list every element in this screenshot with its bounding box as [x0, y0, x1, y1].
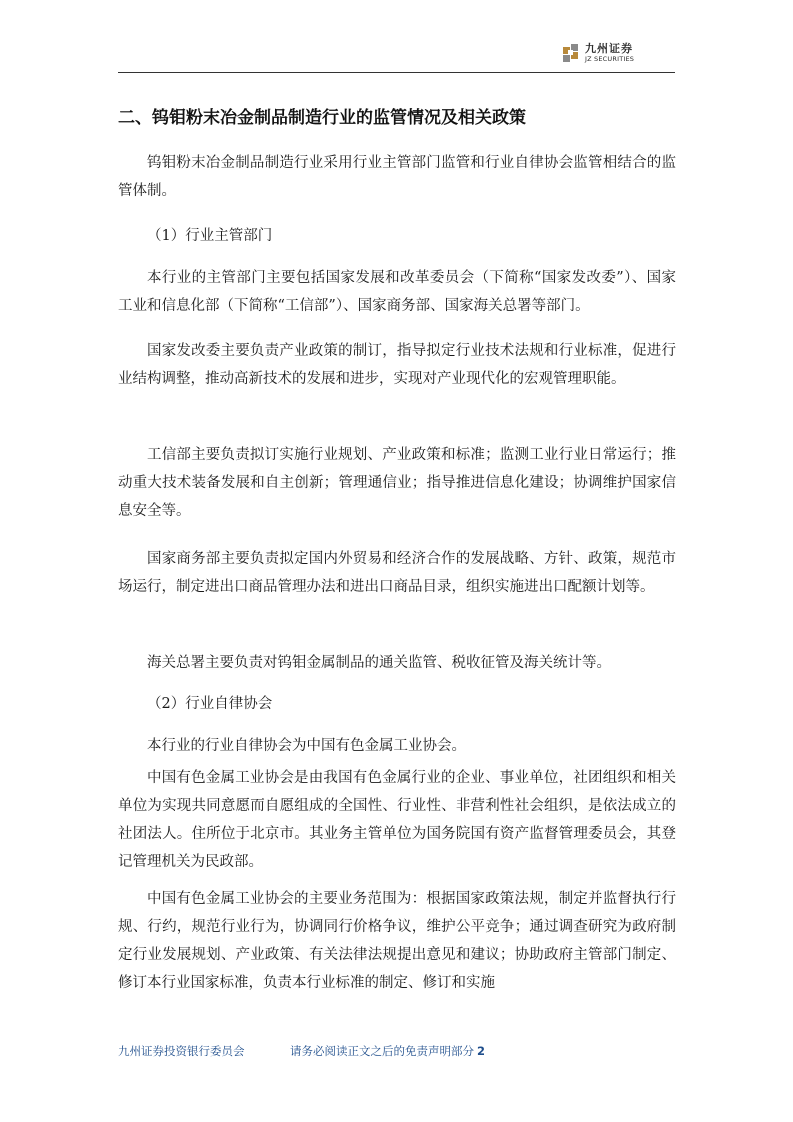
paragraph-cnia: 中国有色金属工业协会是由我国有色金属行业的企业、事业单位，社团组织和相关单位为实现共同意愿而自愿组成的全国性、行业性、非营利性社会组织，是依法成立的社团法人。住所位于北京市。其业务主管单位为国务院国有资产监督管理委员会，其登记管理机关为民政部。 — [118, 770, 676, 870]
section-title: 二、钨钼粉末冶金制品制造行业的监管情况及相关政策 — [118, 108, 526, 128]
paragraph-association: 本行业的行业自律协会为中国有色金属工业协会。 — [147, 738, 466, 754]
subheading-association: （2）行业自律协会 — [147, 696, 273, 712]
header-divider — [118, 72, 675, 73]
paragraph-mofcom: 国家商务部主要负责拟定国内外贸易和经济合作的发展战略、方针、政策，规范市场运行，制定进出口商品管理办法和进出口商品目录，组织实施进出口配额计划等。 — [118, 551, 676, 595]
logo-icon — [563, 44, 579, 62]
company-logo — [563, 40, 663, 66]
subheading-authority: （1）行业主管部门 — [147, 228, 273, 244]
logo-en-text: JZ SECURITIES — [585, 55, 635, 64]
footer-committee: 九州证券投资银行委员会 — [118, 1044, 245, 1058]
paragraph-ndrc: 国家发改委主要负责产业政策的制订，指导拟定行业技术法规和行业标准，促进行业结构调整，推动高新技术的发展和进步，实现对产业现代化的宏观管理职能。 — [118, 343, 676, 387]
footer-disclaimer — [290, 1043, 485, 1059]
paragraph-customs: 海关总署主要负责对钨钼金属制品的通关监管、税收征管及海关统计等。 — [147, 655, 611, 671]
paragraph-cnia-scope: 中国有色金属工业协会的主要业务范围为：根据国家政策法规，制定并监督执行行规、行约，规范行业行为，协调同行价格争议，维护公平竞争；通过调查研究为政府制定行业发展规划、产业政策、有关法律法规提出意见和建议；协助政府主管部门制定、修订本行业国家标准，负责本行业标准的制定、修订和实施 — [118, 891, 676, 991]
paragraph-intro: 钨钼粉末冶金制品制造行业采用行业主管部门监管和行业自律协会监管相结合的监管体制。 — [118, 155, 676, 199]
paragraph-miit: 工信部主要负责拟订实施行业规划、产业政策和标准；监测工业行业日常运行；推动重大技术装备发展和自主创新；管理通信业；指导推进信息化建设；协调维护国家信息安全等。 — [118, 447, 676, 519]
paragraph-authorities: 本行业的主管部门主要包括国家发展和改革委员会（下简称“国家发改委”）、国家工业和信息化部（下简称“工信部”）、国家商务部、国家海关总署等部门。 — [118, 270, 676, 314]
footer-disclaimer-text: 请务必阅读正文之后的免责声明部分 — [290, 1044, 474, 1058]
logo-cn-text: 九州证券 — [585, 42, 633, 56]
page-number: 2 — [477, 1044, 486, 1058]
